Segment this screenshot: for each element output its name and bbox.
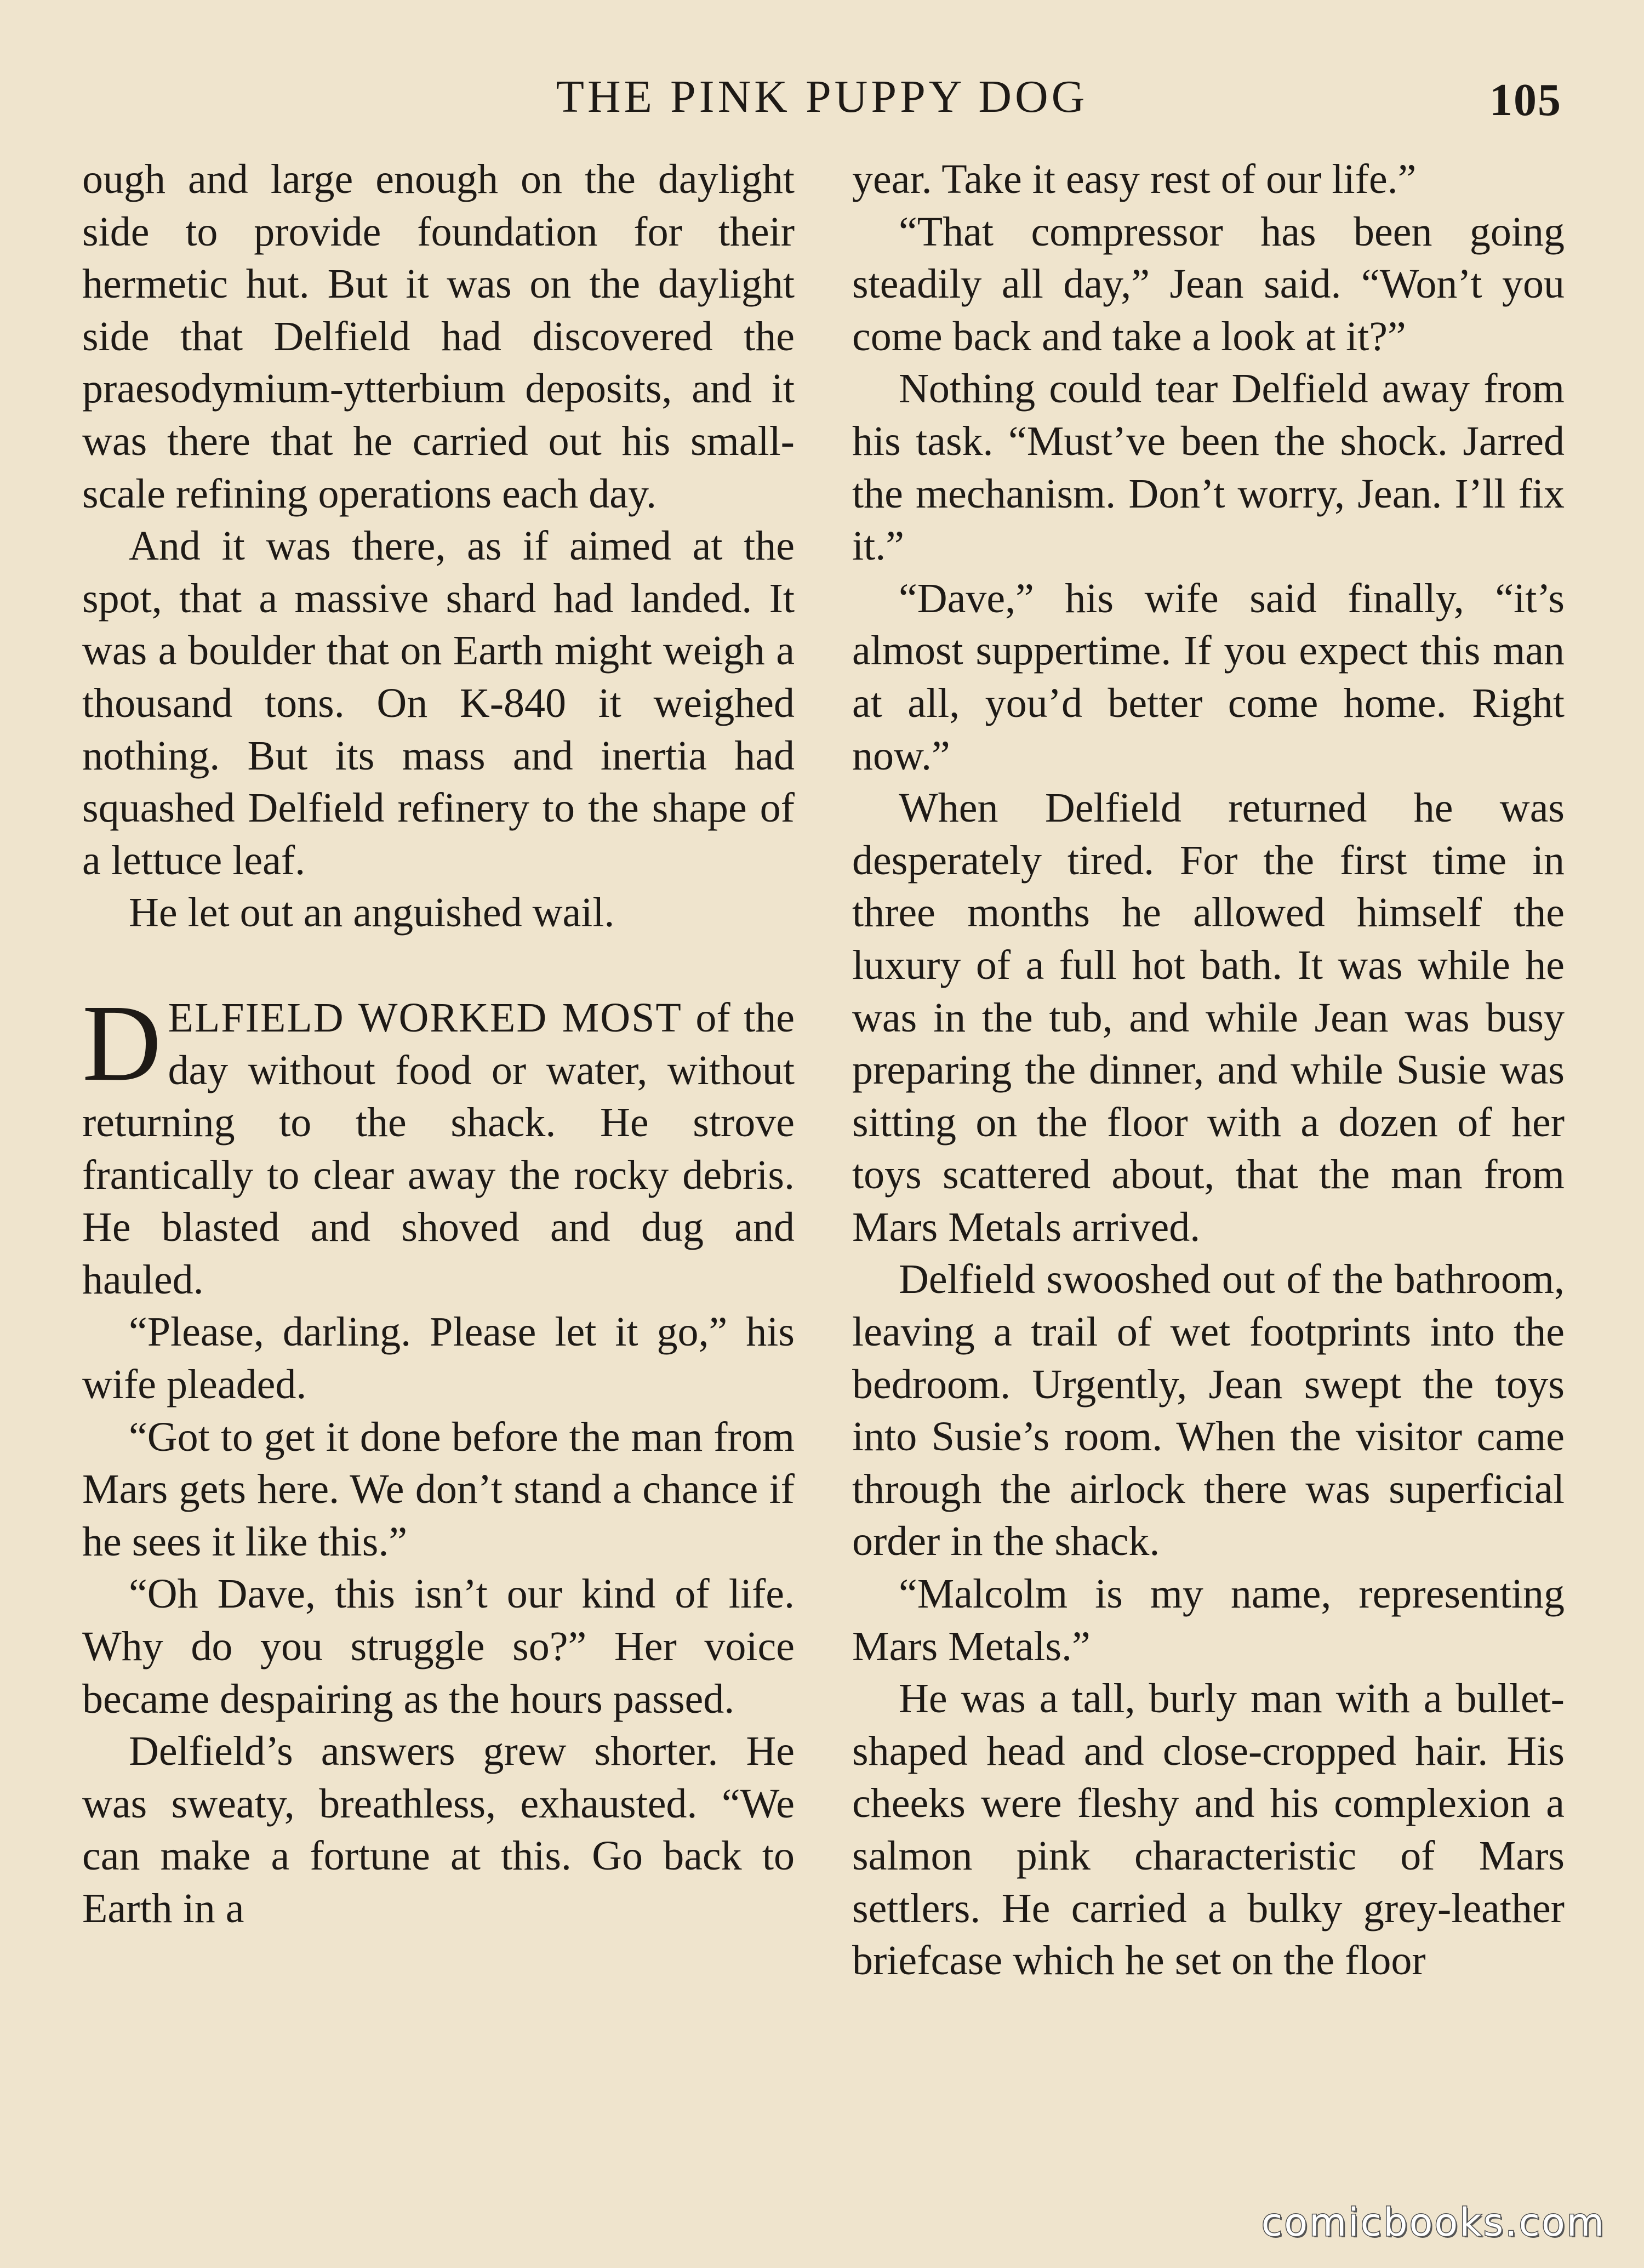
paragraph: “Oh Dave, this isn’t our kind of life. Why do you struggle so?” Her voice became despairing as the hours passed. xyxy=(82,1571,795,1722)
left-column xyxy=(82,153,795,1935)
paragraph: And it was there, as if aimed at the spot, that a massive shard had landed. It was a boulder that on Earth might weigh a thousand tons. On K-840 it weighed nothing. But its mass and inertia had squashed Delfield refinery to the shape of a lettuce leaf. xyxy=(82,523,795,884)
running-title: THE PINK PUPPY DOG xyxy=(556,71,1088,122)
paragraph: year. Take it easy rest of our life.” xyxy=(852,156,1417,202)
site-watermark: comicbooks.com xyxy=(1261,2200,1606,2245)
paragraph: ough and large enough on the daylight side to provide foundation for their hermetic hut. But it was on the daylight side that Delfield had discovered the praesodymium-ytterbium deposits, and it was there that he carried out his small-scale refining operations each day. xyxy=(82,156,795,517)
section-break xyxy=(82,939,795,992)
paragraph: Nothing could tear Delfield away from his task. “Must’ve been the shock. Jarred the mechanism. Don’t worry, Jean. I’ll fix it.” xyxy=(852,366,1565,569)
paragraph: He let out an anguished wail. xyxy=(129,890,615,936)
paragraph: When Delfield returned he was desperately tired. For the first time in three months he allowed himself the luxury of a full hot bath. It was while he was in the tub, and while Jean was busy preparing the dinner, and while Susie was sitting on the floor with a dozen of her toys scattered about, that the man from Mars Metals arrived. xyxy=(852,785,1565,1250)
paragraph: “Malcolm is my name, representing Mars Metals.” xyxy=(852,1571,1565,1669)
paragraph: “That compressor has been going steadily all day,” Jean said. “Won’t you come back and take a look at it?” xyxy=(852,208,1565,360)
small-caps-lead: ELFIELD WORKED MOST xyxy=(168,994,682,1041)
paragraph: He was a tall, burly man with a bullet-shaped head and close-cropped hair. His cheeks were fleshy and his complexion a salmon pink characteristic of Mars settlers. He carried a bulky grey-leather briefcase which he set on the floor xyxy=(852,1676,1565,1984)
paragraph: “Please, darling. Please let it go,” his wife pleaded. xyxy=(82,1309,795,1408)
drop-cap: D xyxy=(82,982,162,1104)
section-opening-paragraph xyxy=(82,982,795,1307)
paragraph-text: of the day without food or water, without returning to the shack. He strove frantically to clear away the rocky debris. He blasted and shoved and dug and hauled. xyxy=(82,994,795,1303)
page-number: 105 xyxy=(1489,75,1562,126)
paragraph: Delfield swooshed out of the bathroom, leaving a trail of wet footprints into the bedroom. Urgently, Jean swept the toys into Susie’s room. When the visitor came through the airlock there was superficial order in the shack. xyxy=(852,1256,1565,1565)
paragraph: Delfield’s answers grew shorter. He was sweaty, breathless, exhausted. “We can make a fortune at this. Go back to Earth in a xyxy=(82,1728,795,1931)
paragraph: “Got to get it done before the man from Mars gets here. We don’t stand a chance if he sees it like this.” xyxy=(82,1414,795,1565)
right-column xyxy=(852,153,1565,1987)
paragraph: “Dave,” his wife said finally, “it’s almost suppertime. If you expect this man at all, you’d better come home. Right now.” xyxy=(852,575,1565,779)
running-head xyxy=(0,66,1644,132)
